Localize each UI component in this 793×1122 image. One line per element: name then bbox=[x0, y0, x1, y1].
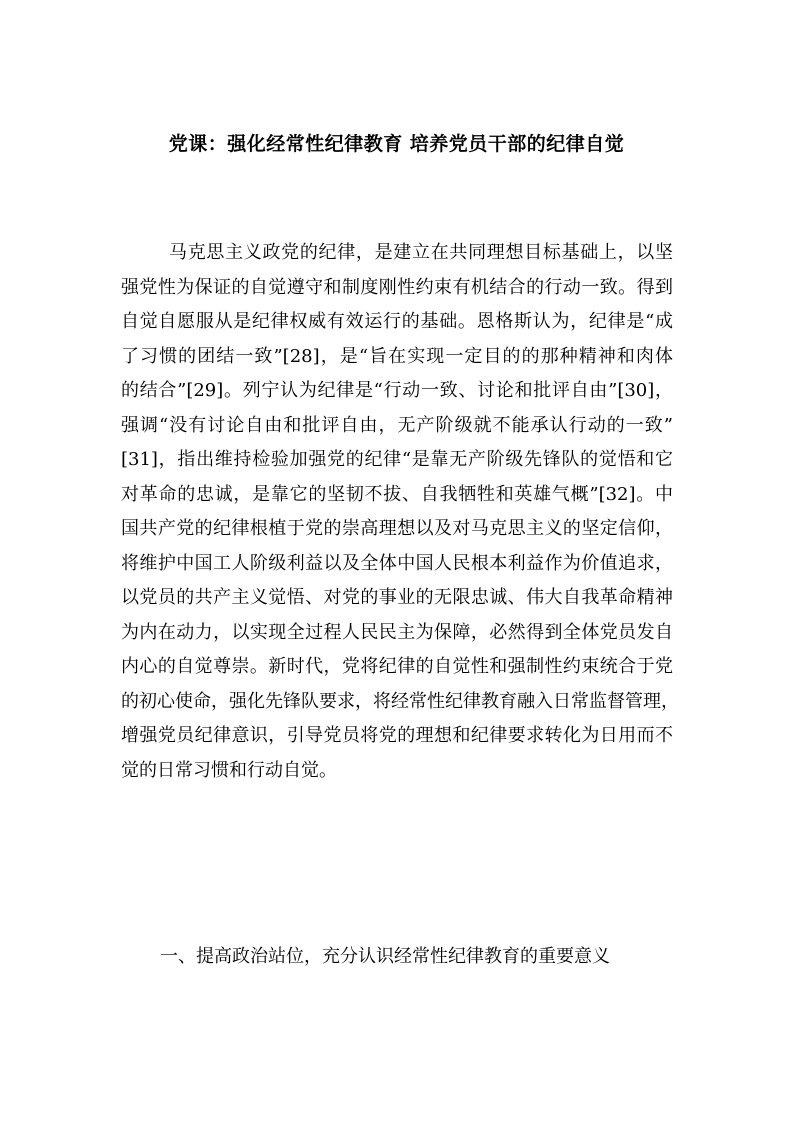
paragraph-line: 对革命的忠诚，是靠它的坚韧不拔、自我牺牲和英雄气概”[32]。中 bbox=[121, 483, 673, 505]
paragraph-line: 增强党员纪律意识，引导党员将党的理想和纪律要求转化为日用而不 bbox=[121, 725, 673, 746]
paragraph-line: 以党员的共产主义觉悟、对党的事业的无限忠诚、伟大自我革命精神 bbox=[121, 587, 673, 608]
paragraph-line: 自觉自愿服从是纪律权威有效运行的基础。恩格斯认为，纪律是“成 bbox=[121, 311, 673, 332]
paragraph-line: 内心的自觉尊崇。新时代，党将纪律的自觉性和强制性约束统合于党 bbox=[121, 656, 673, 677]
paragraph-line: 国共产党的纪律根植于党的崇高理想以及对马克思主义的坚定信仰， bbox=[121, 518, 673, 539]
paragraph-line: 马克思主义政党的纪律，是建立在共同理想目标基础上，以坚 bbox=[169, 242, 673, 263]
paragraph-line: 的初心使命，强化先锋队要求，将经常性纪律教育融入日常监督管理， bbox=[121, 690, 679, 712]
paragraph-line: 觉的日常习惯和行动自觉。 bbox=[121, 759, 337, 781]
paragraph-line: 强调“没有讨论自由和批评自由，无产阶级就不能承认行动的一致” bbox=[121, 414, 673, 436]
document-title: 党课：强化经常性纪律教育 培养党员干部的纪律自觉 bbox=[168, 133, 625, 155]
paragraph-line: 将维护中国工人阶级利益以及全体中国人民根本利益作为价值追求， bbox=[121, 552, 673, 574]
section-heading: 一、提高政治站位，充分认识经常性纪律教育的重要意义 bbox=[160, 946, 610, 967]
paragraph-line: 强党性为保证的自觉遵守和制度刚性约束有机结合的行动一致。得到 bbox=[121, 276, 673, 298]
paragraph-line: 为内在动力，以实现全过程人民民主为保障，必然得到全体党员发自 bbox=[121, 621, 673, 643]
paragraph-line: 的结合”[29]。列宁认为纪律是“行动一致、讨论和批评自由”[30]， bbox=[121, 380, 673, 401]
paragraph-line: 了习惯的团结一致”[28]，是“旨在实现一定目的的那种精神和肉体 bbox=[121, 345, 673, 367]
paragraph-line: [31]，指出维持检验加强党的纪律“是靠无产阶级先锋队的觉悟和它 bbox=[121, 449, 673, 470]
body-paragraph bbox=[121, 236, 679, 788]
